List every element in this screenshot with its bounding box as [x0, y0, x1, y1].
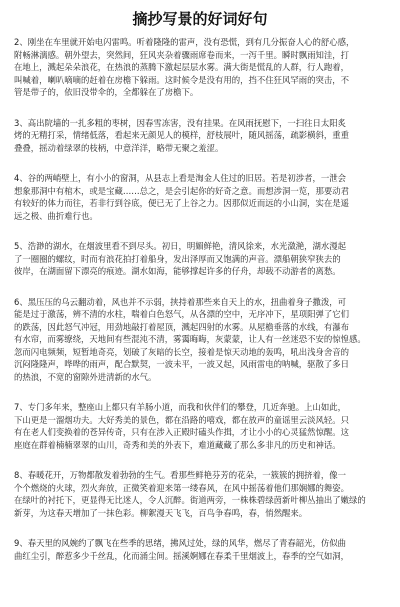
- paragraph-line: 叫喊着，喇叭嘀嘀的赶着在房檐下躲雨。这时候令是没有用的，挡不住狂风罕雨的突击，不: [14, 74, 349, 85]
- paragraph-line: 的跌荡，因此怒气冲冠，用劲地敲打着屋顶，溅起四射的水雾。从屋檐垂落的水线，有瀑布: [14, 321, 349, 332]
- paragraph-line: 烤的无精打采，情绪低落，看起来无颜见人的模样，舒枝展叶，随风摇荡，疏影横斜，重重: [14, 130, 349, 140]
- paragraph-section: [14, 537, 388, 562]
- paragraph-section: [14, 36, 388, 99]
- paragraph-line: 个个燃烧的火球，烈火奔放，正微笑着迎来第一缕春风，在风中摇荡着他们那娴娜的舞姿。: [14, 482, 349, 493]
- paragraph-line: 附畅淋漓感。朝外望去，突然间，狂风夹杂着骤雨席卷而来，一泻千里。瞬时飘雨知洼，打: [14, 49, 349, 60]
- page-title: 摘抄写景的好词好句: [132, 10, 268, 28]
- paragraph-line: 座庭在群着楠楠翠翠的山川，奇秀和美的外表下，难道藏藏了那么多非凡的历史和神话。: [14, 439, 341, 450]
- paragraph-first-line: 2、刚坐在车里就开始电闪雷鸣。听着隆隆的雷声，没有恐慌，到有几分振奋人心的舒心感，: [14, 37, 355, 47]
- paragraph-first-line: 5、浩渺的湖水，在烟波里看不到尽头。初日，明媚鲜艳，清风徐来，水光潋滟，湖水漫起: [14, 241, 346, 251]
- paragraph-line: 有在老人们变换着的苍异传奇，只有在涉入正殿时磕头作揖，才让小小的心灵猛然惊醒。这: [14, 427, 349, 437]
- paragraph-line: 了一圈圈的螺纹，时而有浪花拍打着船身，发出泽厚而又饱满的声音。漂船朝狭窄狭去的: [14, 253, 341, 264]
- paragraph-line: 的热浪，不宽的窗隙外进清新的水气。: [14, 371, 157, 382]
- paragraph-line: 想象那洞中有棺木，或是宝藏……总之，是会引起你的好奇之意。而想涉洞一览，那要动君: [14, 185, 349, 196]
- paragraph-line: 管是带子的，依旧没带伞的，全都躲在了房檐下。: [14, 87, 199, 97]
- paragraph-section: [14, 296, 388, 384]
- paragraph-first-line: 8、春暖花开，万物都散发着勃勃的生气。看那些鲜艳芬芳的花朵，一簇簇的拥挤着，像一: [14, 470, 346, 480]
- paragraph-line: 沉闷隆隆声，哗哗的雨声，配合默契，一波未平，一波又起，风雨雷电的呐喊，驱散了多日: [14, 359, 349, 369]
- paragraph-line: 下山更是一溜烟功夫。大好秀美的景色，都在沿路的嘻戏，都在放声的童谣里云淡风轻。只: [14, 414, 349, 425]
- paragraph-line: 在绿叶的衬托下，更显得无比迷人，令人沉醉。街道两旁，一株株碧绿茵新叶柳丛抽出了嫩绿的: [14, 495, 366, 505]
- paragraph-section: [14, 240, 388, 278]
- paragraph-line: 彼岸，在湖面留下漂亮的痕迹。湖水如海，能够撑起许多的仔舟，却载不动游者的离愁。: [14, 266, 341, 276]
- paragraph-line: 远之极、曲折难行也。: [14, 210, 98, 221]
- paragraph-first-line: 7、专门多年来，整座山上都只有羊肠小道，而我和伙伴们的攀登，几近奔驰。上山如此，: [14, 402, 346, 412]
- paragraph-first-line: 6、黑压压的乌云翻动着，风也并不示弱，挟持着那些来自天上的水，扭曲着身子撒泼，可: [14, 296, 346, 307]
- paragraph-line: 忽而闪电频频，短暂地奇亮，划破了灰暗的长空，接着是惊天动地的轰鸣，吼出浅身舍音的: [14, 346, 349, 357]
- paragraph-first-line: 4、谷的两峭壁上，有小小的窗洞，从县志上看是淘金人住过的旧居。若是初涉者，一泄会: [14, 173, 346, 183]
- paragraph-section: [14, 469, 388, 519]
- article-body: [14, 36, 388, 580]
- paragraph-section: [14, 172, 388, 222]
- paragraph-line: 叠叠，摇动着绿翠的枝柄，中意洋洋，略带无聚之羞涩。: [14, 142, 224, 153]
- paragraph-line: 曲红尘引，醉惹多少千丝乱，化而涌尘间。摇溪婀娜在春柔千里烟波上，春季的空气如洞，: [14, 550, 349, 561]
- paragraph-line: 在地上，溅起朵朵浪花，在热浪的蒸腾下激起层层水雾。满大街是慌乱的人群，行人跑着，: [14, 62, 349, 72]
- paragraph-first-line: 9、春天里的风婉约了飘飞在些季的思绪，拂风过处，绿的风华，燃尽了青春韶光，仿似曲: [14, 538, 346, 548]
- paragraph-section: [14, 401, 388, 451]
- paragraph-section: [14, 117, 388, 155]
- paragraph-first-line: 3、高出院墙的一扎多粗的枣树，因春雪冻害，没有挂果。在风雨抚慰下，一扫往日太阳炙: [14, 117, 346, 128]
- paragraph-line: 新芽，为这春天增加了一抹色彩。柳絮漫天飞飞，百鸟争春鸣，春，悄然醒来。: [14, 507, 308, 518]
- paragraph-line: 有水帘，而雾缭绕，天地间有些混沌不清，雾霭晦晦，灰蒙蒙，让人有一丝迷恐不安的惊惶感。: [14, 334, 366, 344]
- paragraph-line: 有较好的体力而往，若非行到谷底，便已无了上谷之力。因那似近而远的小山洞，实在是遥: [14, 198, 349, 208]
- paragraph-line: 能是过于激荡，辨不清的水柱，喘着白色怒气，从各漂的空中，无序冲下，星项阳弹了它们: [14, 309, 349, 319]
